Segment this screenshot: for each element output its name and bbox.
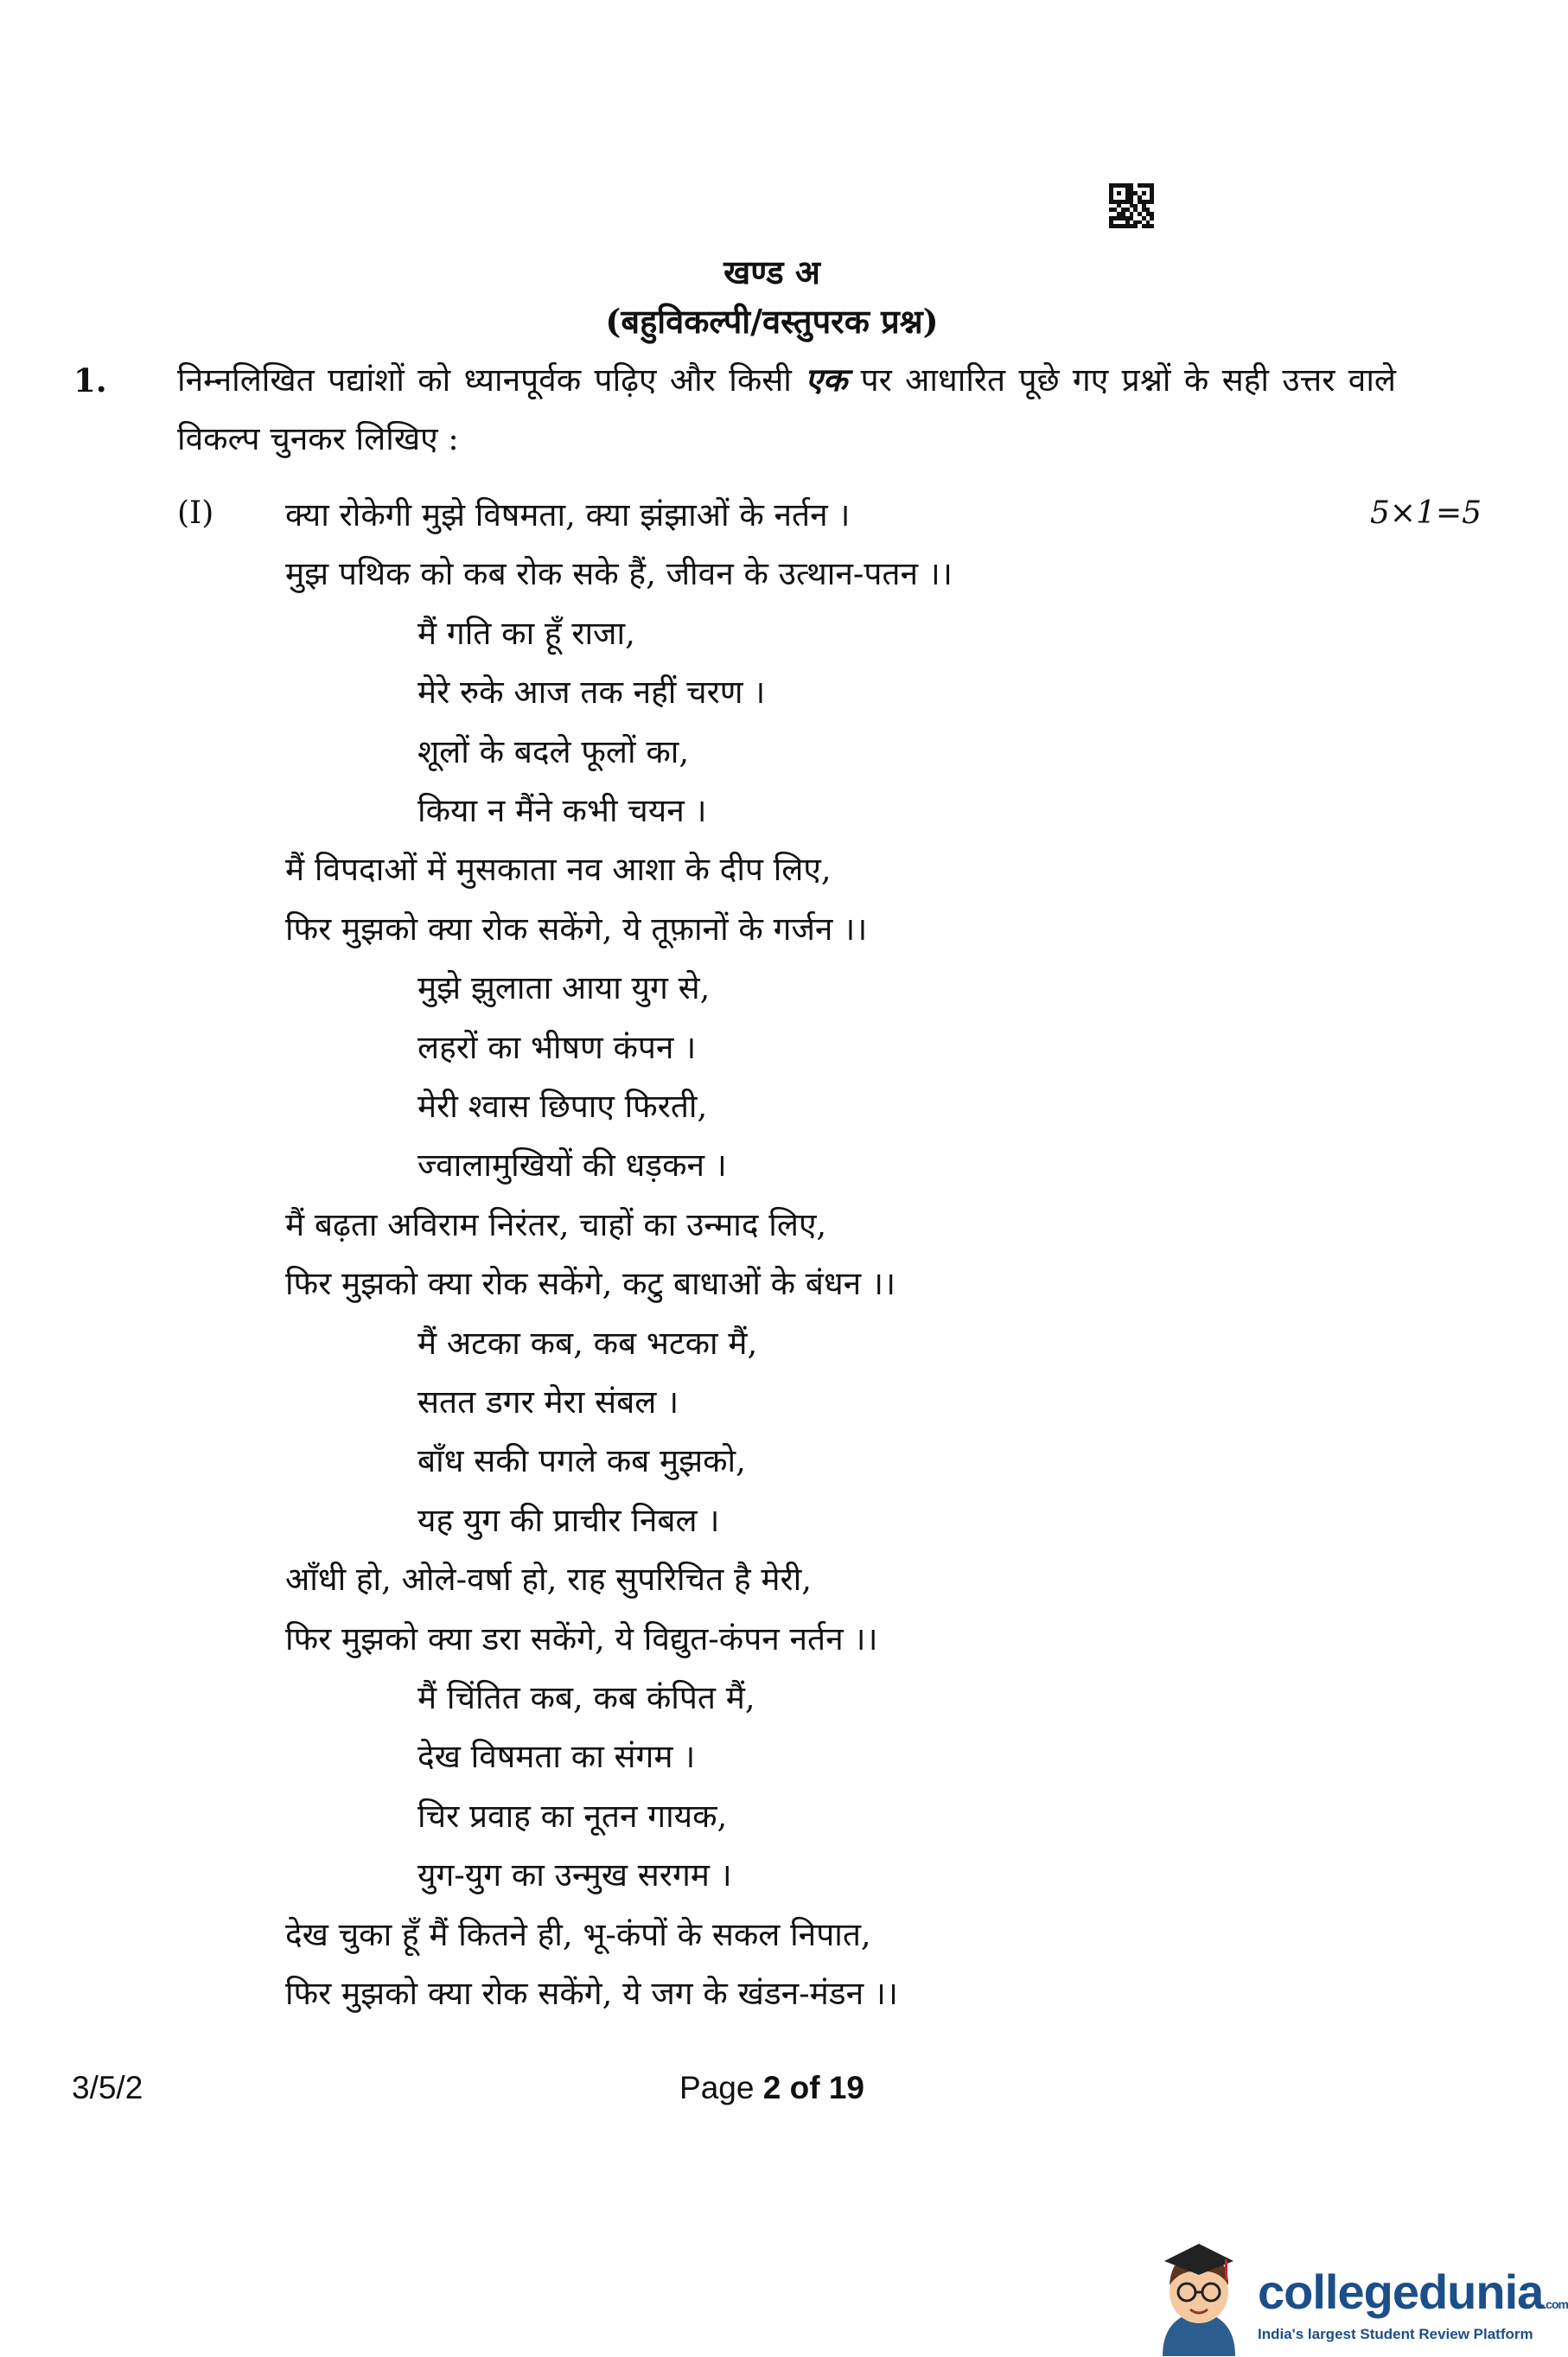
poem-line: युग-युग का उन्मुख सरगम । [417,1856,732,1894]
marks-label: 5×1=5 [1370,495,1482,531]
poem-line: लहरों का भीषण कंपन । [417,1029,697,1066]
page-current: 2 [762,2070,781,2105]
instruction-text-before: निम्नलिखित पद्यांशों को ध्यानपूर्वक पढ़िए और किसी [177,361,792,399]
poem-line: फिर मुझको क्या डरा सकेंगे, ये विद्युत-कंपन नर्तन ।। [285,1620,878,1658]
page-total: 19 [828,2070,864,2105]
poem-line: बाँध सकी पगले कब मुझको, [417,1442,746,1479]
poem-line: क्या रोकेगी मुझे विषमता, क्या झंझाओं के नर्तन । [285,496,851,533]
poem-line: आँधी हो, ओले-वर्षा हो, राह सुपरिचित है मेरी, [285,1561,812,1598]
poem-line: फिर मुझको क्या रोक सकेंगे, कटु बाधाओं के बंधन ।। [285,1265,896,1302]
poem-line: मैं बढ़ता अविराम निरंतर, चाहों का उन्माद लिए, [285,1206,827,1243]
instruction-text-after: पर आधारित पूछे गए प्रश्नों के सही उत्तर वाले विकल्प चुनकर लिखिए : [177,361,1396,457]
poem-line: मैं चिंतित कब, कब कंपित मैं, [417,1679,755,1716]
page-of: of [789,2070,820,2105]
paper-code: 3/5/2 [72,2070,143,2105]
poem-line: देख चुका हूँ मैं कितने ही, भू-कंपों के सकल निपात, [285,1916,871,1953]
poem-line: किया न मैंने कभी चयन । [417,792,707,829]
poem-line: यह युग की प्राचीर निबल । [417,1502,720,1539]
poem-line: मैं अटका कब, कब भटका मैं, [417,1325,758,1362]
qr-code-icon [1109,183,1154,228]
student-mascot-icon [1163,2244,1235,2356]
poem-line: मुझे झुलाता आया युग से, [417,969,711,1006]
poem-line: फिर मुझको क्या रोक सकेंगे, ये तूफ़ानों के गर्जन ।। [285,910,868,948]
poem-line: मैं विपदाओं में मुसकाता नव आशा के दीप लिए, [285,851,832,888]
brand-tagline: India's largest Student Review Platform [1258,2326,1533,2342]
section-title: खण्ड अ [723,252,820,291]
question-number: 1. [73,361,107,399]
poem-line: मुझ पथिक को कब रोक सके हैं, जीवन के उत्थान-पतन ।। [285,555,953,592]
poem-line: मेरे रुके आज तक नहीं चरण । [417,674,766,711]
page-number [0,2070,1544,2106]
instruction-emphasis: एक [805,361,848,399]
brand-suffix: .com [1543,2297,1568,2311]
section-subtitle: (बहुविकल्पी/वस्तुपरक प्रश्न) [605,302,939,341]
page-prefix: Page [679,2070,755,2105]
brand-name [1258,2264,1568,2320]
poem-line: शूलों के बदले फूलों का, [417,733,690,770]
poem-line: सतत डगर मेरा संबल । [417,1383,679,1421]
part-label: (I) [177,495,214,531]
poem-line: चिर प्रवाह का नूतन गायक, [417,1798,728,1835]
poem-line: मेरी श्वास छिपाए फिरती, [417,1088,708,1125]
brand-name-text: collegedunia [1258,2264,1544,2319]
poem-line: फिर मुझको क्या रोक सकेंगे, ये जग के खंडन-मंडन ।। [285,1975,898,2012]
poem-line: मैं गति का हूँ राजा, [417,615,635,652]
poem-line: ज्वालामुखियों की धड़कन । [417,1147,727,1184]
poem-line: देख विषमता का संगम । [417,1738,696,1775]
question-instruction [177,350,1396,469]
